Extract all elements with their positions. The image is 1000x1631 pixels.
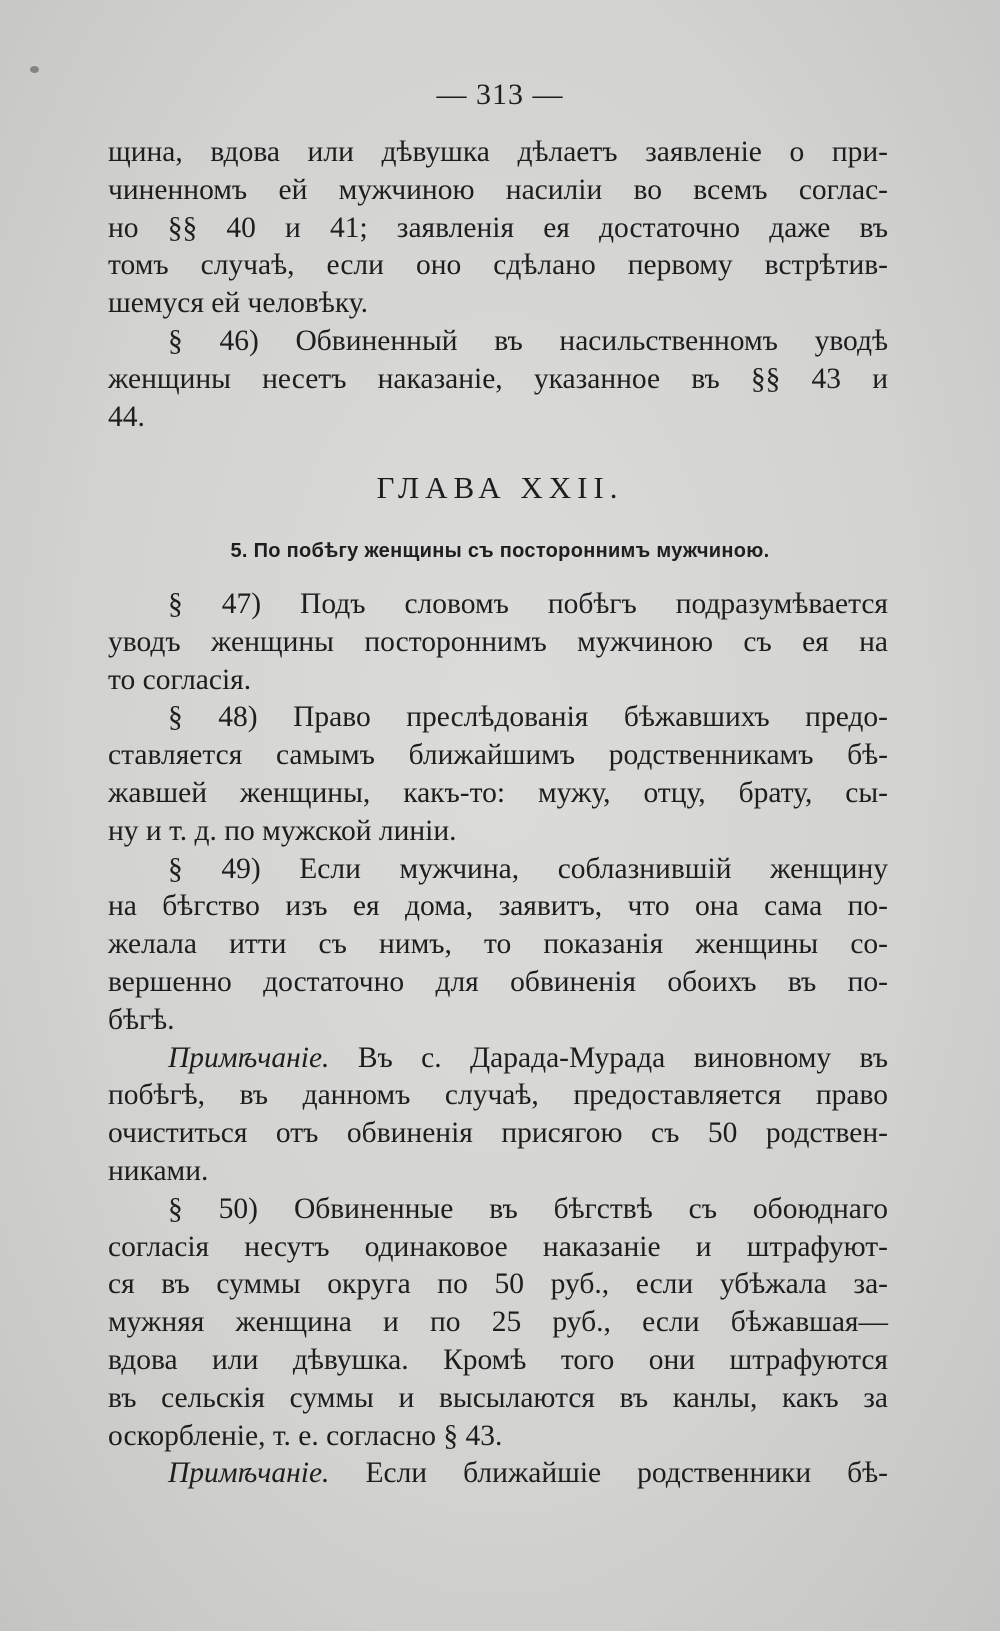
text-line: ся въ суммы округа по 50 руб., если убѣжала за- bbox=[108, 1268, 888, 1301]
text-line: § 46) Обвиненный въ насильственномъ уводѣ bbox=[168, 324, 888, 357]
print-blemish bbox=[30, 66, 39, 73]
text-line: § 49) Если мужчина, соблазнившій женщину bbox=[168, 852, 888, 885]
text-line: шемуся ей человѣку. bbox=[108, 287, 368, 320]
main-text-block bbox=[108, 586, 888, 1493]
text-line: уводъ женщины постороннимъ мужчиною съ ея на bbox=[108, 625, 888, 658]
text-line: ну и т. д. по мужской линіи. bbox=[108, 814, 457, 847]
text-line bbox=[108, 1040, 888, 1078]
text-line: желала итти съ нимъ, то показанія женщины со- bbox=[108, 928, 888, 961]
text-line: оскорбленіе, т. е. согласно § 43. bbox=[108, 1419, 503, 1452]
text-line: 44. bbox=[108, 400, 145, 433]
text-line: чиненномъ ей мужчиною насиліи во всемъ соглас- bbox=[108, 173, 888, 206]
text-line: очиститься отъ обвиненія присягою съ 50 родствен- bbox=[108, 1117, 888, 1150]
note-1 bbox=[108, 1040, 888, 1191]
paragraph-46 bbox=[108, 323, 888, 436]
note-text: Въ с. Дарада-Мурада виновному въ bbox=[329, 1041, 888, 1074]
text-line: § 48) Право преслѣдованія бѣжавшихъ предо- bbox=[168, 701, 888, 734]
text-line: мужняя женщина и по 25 руб., если бѣжавшая— bbox=[108, 1306, 888, 1339]
text-line: жавшей женщины, какъ-то: мужу, отцу, брату, сы- bbox=[108, 776, 888, 809]
text-line: вершенно достаточно для обвиненія обоихъ въ по- bbox=[108, 965, 888, 998]
text-line: въ сельскія суммы и высылаются въ канлы, какъ за bbox=[108, 1381, 888, 1414]
note-label: Примѣчаніе. bbox=[168, 1041, 330, 1074]
text-line: щина, вдова или дѣвушка дѣлаетъ заявленіе о при- bbox=[108, 136, 888, 168]
text-line: побѣгѣ, въ данномъ случаѣ, предоставляется право bbox=[108, 1079, 888, 1112]
text-line: согласія несутъ одинаковое наказаніе и штрафуют- bbox=[108, 1230, 888, 1263]
text-line: § 47) Подъ словомъ побѣгъ подразумѣвается bbox=[168, 588, 888, 620]
text-line: вдова или дѣвушка. Кромѣ того они штрафуются bbox=[108, 1343, 888, 1376]
text-line: никами. bbox=[108, 1154, 209, 1187]
paragraph-50 bbox=[108, 1191, 888, 1456]
text-line: но §§ 40 и 41; заявленія ея достаточно даже въ bbox=[108, 211, 888, 244]
paragraph-47 bbox=[108, 586, 888, 699]
text-line: женщины несетъ наказаніе, указанное въ §§ 43 и bbox=[108, 362, 888, 395]
paragraph-49 bbox=[108, 851, 888, 1040]
note-label: Примѣчаніе. bbox=[168, 1457, 330, 1490]
note-2 bbox=[108, 1455, 888, 1493]
chapter-title: ГЛАВА XXII. bbox=[376, 470, 624, 505]
text-line: то согласія. bbox=[108, 663, 252, 696]
section-title: 5. По побѣгу женщины съ постороннимъ мужчиною. bbox=[230, 540, 770, 562]
text-line: бѣгѣ. bbox=[108, 1003, 175, 1036]
paragraph-48 bbox=[108, 699, 888, 850]
text-line: ставляется самымъ ближайшимъ родственникамъ бѣ- bbox=[108, 739, 888, 772]
text-line: на бѣгство изъ ея дома, заявитъ, что она сама по- bbox=[108, 890, 888, 923]
text-line: томъ случаѣ, если оно сдѣлано первому встрѣтив- bbox=[108, 249, 888, 282]
paragraph-continuation bbox=[108, 134, 888, 323]
top-text-block bbox=[108, 134, 888, 436]
page-number: — 313 — bbox=[436, 78, 564, 111]
note-text: Если ближайшіе родственники бѣ- bbox=[329, 1457, 888, 1490]
text-line bbox=[108, 1455, 888, 1493]
text-line: § 50) Обвиненные въ бѣгствѣ съ обоюднаго bbox=[168, 1192, 888, 1225]
